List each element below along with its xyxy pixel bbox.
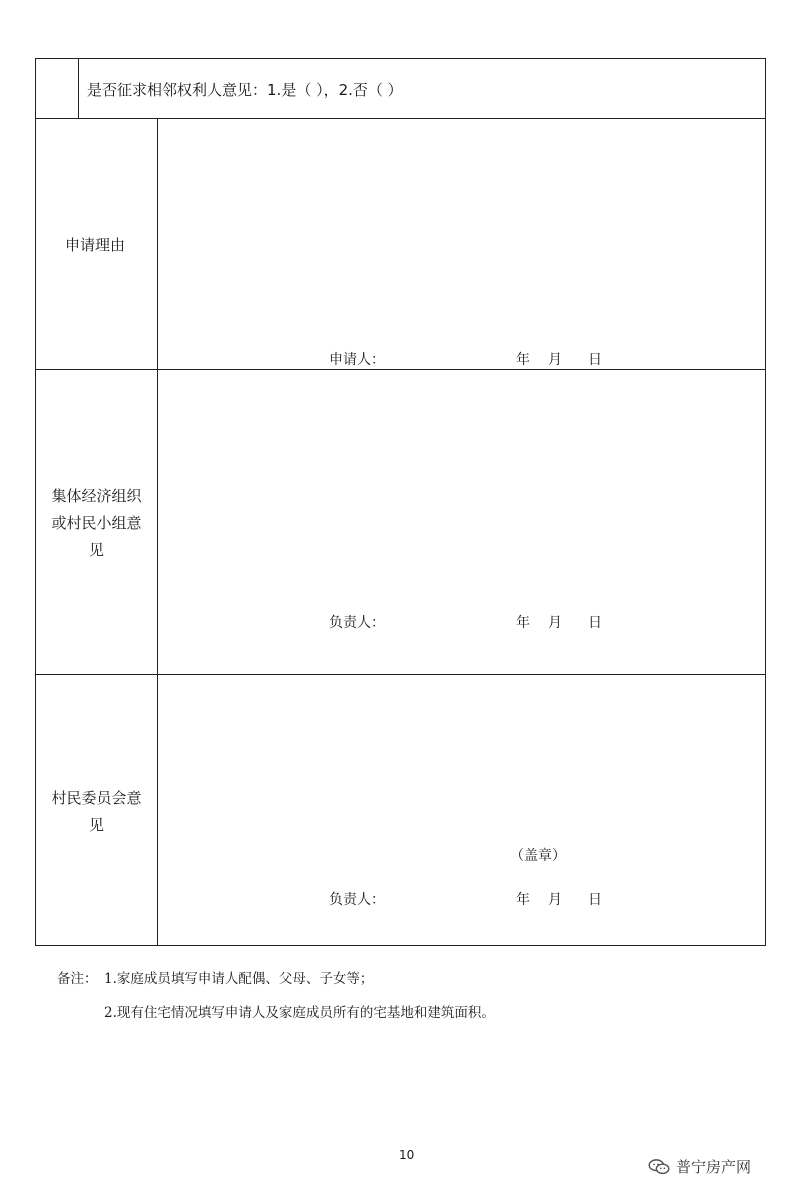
note-line-1: 1.家庭成员填写申请人配偶、父母、子女等； [104,971,374,987]
date-month: 月 [548,615,562,631]
date-month: 月 [548,892,562,908]
watermark [648,1156,751,1177]
page-number: 10 [399,1148,415,1162]
date-day: 日 [588,892,602,908]
section-label-application-reason: 申请理由 [64,236,125,254]
date-day: 日 [588,615,602,631]
table-bottom-border [35,945,766,946]
first-row-divider [78,58,79,119]
watermark-text: 普宁房产网 [676,1158,752,1176]
responsible-person-label: 负责人： [329,615,385,631]
date-year: 年 [516,352,530,368]
label-column-divider [157,118,158,946]
date-year: 年 [516,892,530,908]
responsible-person-label: 负责人： [329,892,385,908]
row-divider-3 [35,674,766,675]
table-right-border [765,58,766,946]
consent-question: 是否征求相邻权利人意见：1.是（ ），2.否（ ） [87,81,403,99]
row-divider-2 [35,369,766,370]
seal-label: （盖章） [510,848,566,864]
applicant-signature-label: 申请人： [329,352,385,368]
row-divider-1 [35,118,766,119]
date-month: 月 [548,352,562,368]
date-day: 日 [588,352,602,368]
notes-prefix: 备注： [57,971,98,987]
section-label-collective-opinion: 集体经济组织或村民小组意见 [51,487,142,559]
note-line-2: 2.现有住宅情况填写申请人及家庭成员所有的宅基地和建筑面积。 [104,1005,495,1021]
section-label-village-committee-opinion: 村民委员会意见 [51,789,142,834]
table-left-border [35,58,36,946]
wechat-icon [648,1159,670,1175]
date-year: 年 [516,615,530,631]
table-top-border [35,58,766,59]
